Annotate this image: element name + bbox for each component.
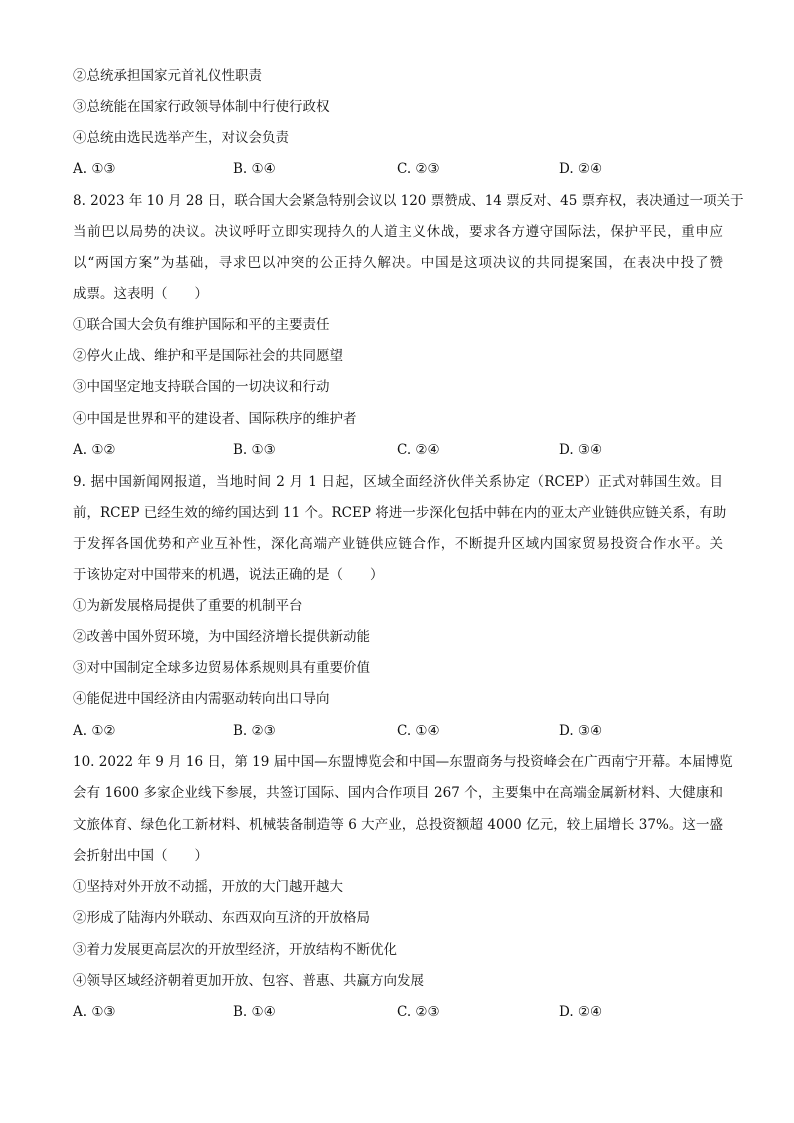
q9-item-1: ①为新发展格局提供了重要的机制平台 bbox=[73, 598, 303, 614]
q7-option-b: B. ①④ bbox=[233, 161, 276, 177]
q8-stem-line-4: 成票。这表明（ ） bbox=[73, 286, 208, 302]
q8-stem-line-1: 8. 2023 年 10 月 28 日，联合国大会紧急特别会议以 120 票赞成、14 票反对、45 票弃权，表决通过一项关于 bbox=[73, 193, 744, 209]
q8-stem-line-3: 以“两国方案”为基础，寻求巴以冲突的公正持久解决。中国是这项决议的共同提案国，在表决中投了赞 bbox=[73, 255, 723, 271]
q8-option-c: C. ②④ bbox=[397, 442, 440, 458]
q9-option-a: A. ①② bbox=[73, 723, 116, 739]
q8-option-d: D. ③④ bbox=[559, 442, 603, 458]
q7-item-2: ②总统承担国家元首礼仪性职责 bbox=[73, 68, 262, 84]
q10-item-1: ①坚持对外开放不动摇，开放的大门越开越大 bbox=[73, 879, 343, 895]
q8-item-4: ④中国是世界和平的建设者、国际秩序的维护者 bbox=[73, 411, 357, 427]
q7-option-c: C. ②③ bbox=[397, 161, 440, 177]
q9-item-3: ③对中国制定全球多边贸易体系规则具有重要价值 bbox=[73, 660, 370, 676]
q10-option-c: C. ②③ bbox=[397, 1004, 440, 1020]
q10-item-2: ②形成了陆海内外联动、东西双向互济的开放格局 bbox=[73, 910, 370, 926]
q8-option-a: A. ①② bbox=[73, 442, 116, 458]
q10-item-3: ③着力发展更高层次的开放型经济，开放结构不断优化 bbox=[73, 942, 397, 958]
q9-stem-line-2: 前，RCEP 已经生效的缔约国达到 11 个。RCEP 将进一步深化包括中韩在内的亚太产业链供应链关系，有助 bbox=[73, 505, 727, 521]
q9-item-4: ④能促进中国经济由内需驱动转向出口导向 bbox=[73, 691, 330, 707]
q10-stem-line-4: 会折射出中国（ ） bbox=[73, 848, 208, 864]
q9-option-b: B. ②③ bbox=[233, 723, 276, 739]
q9-stem-line-1: 9. 据中国新闻网报道，当地时间 2 月 1 日起，区域全面经济伙伴关系协定（RCEP）正式对韩国生效。目 bbox=[73, 474, 723, 490]
q8-item-2: ②停火止战、维护和平是国际社会的共同愿望 bbox=[73, 348, 343, 364]
q8-options bbox=[73, 440, 723, 460]
q9-stem-line-4: 于该协定对中国带来的机遇，说法正确的是（ ） bbox=[73, 567, 384, 583]
q7-option-a: A. ①③ bbox=[73, 161, 116, 177]
q10-options bbox=[73, 1002, 723, 1022]
q7-options bbox=[73, 159, 723, 179]
q10-item-4: ④领导区域经济朝着更加开放、包容、普惠、共赢方向发展 bbox=[73, 973, 424, 989]
q9-option-d: D. ③④ bbox=[559, 723, 603, 739]
q10-stem-line-1: 10. 2022 年 9 月 16 日，第 19 届中国—东盟博览会和中国—东盟商务与投资峰会在广西南宁开幕。本届博览 bbox=[73, 754, 733, 770]
q10-option-a: A. ①③ bbox=[73, 1004, 116, 1020]
q9-item-2: ②改善中国外贸环境，为中国经济增长提供新动能 bbox=[73, 629, 370, 645]
q10-option-b: B. ①④ bbox=[233, 1004, 276, 1020]
q9-stem-line-3: 于发挥各国优势和产业互补性，深化高端产业链供应链合作，不断提升区域内国家贸易投资合作水平。关 bbox=[73, 536, 723, 552]
q7-item-3: ③总统能在国家行政领导体制中行使行政权 bbox=[73, 99, 330, 115]
q8-stem-line-2: 当前巴以局势的决议。决议呼吁立即实现持久的人道主义休战，要求各方遵守国际法，保护平民，重申应 bbox=[73, 224, 723, 240]
q7-item-4: ④总统由选民选举产生，对议会负责 bbox=[73, 130, 289, 146]
q9-option-c: C. ①④ bbox=[397, 723, 440, 739]
q8-item-1: ①联合国大会负有维护国际和平的主要责任 bbox=[73, 317, 330, 333]
q9-options bbox=[73, 721, 723, 741]
q10-option-d: D. ②④ bbox=[559, 1004, 603, 1020]
q7-option-d: D. ②④ bbox=[559, 161, 603, 177]
q10-stem-line-2: 会有 1600 多家企业线下参展，共签订国际、国内合作项目 267 个，主要集中在高端金属新材料、大健康和 bbox=[73, 785, 723, 801]
q10-stem-line-3: 文旅体育、绿色化工新材料、机械装备制造等 6 大产业，总投资额超 4000 亿元，较上届增长 37%。这一盛 bbox=[73, 817, 723, 833]
q8-item-3: ③中国坚定地支持联合国的一切决议和行动 bbox=[73, 379, 330, 395]
q8-option-b: B. ①③ bbox=[233, 442, 276, 458]
